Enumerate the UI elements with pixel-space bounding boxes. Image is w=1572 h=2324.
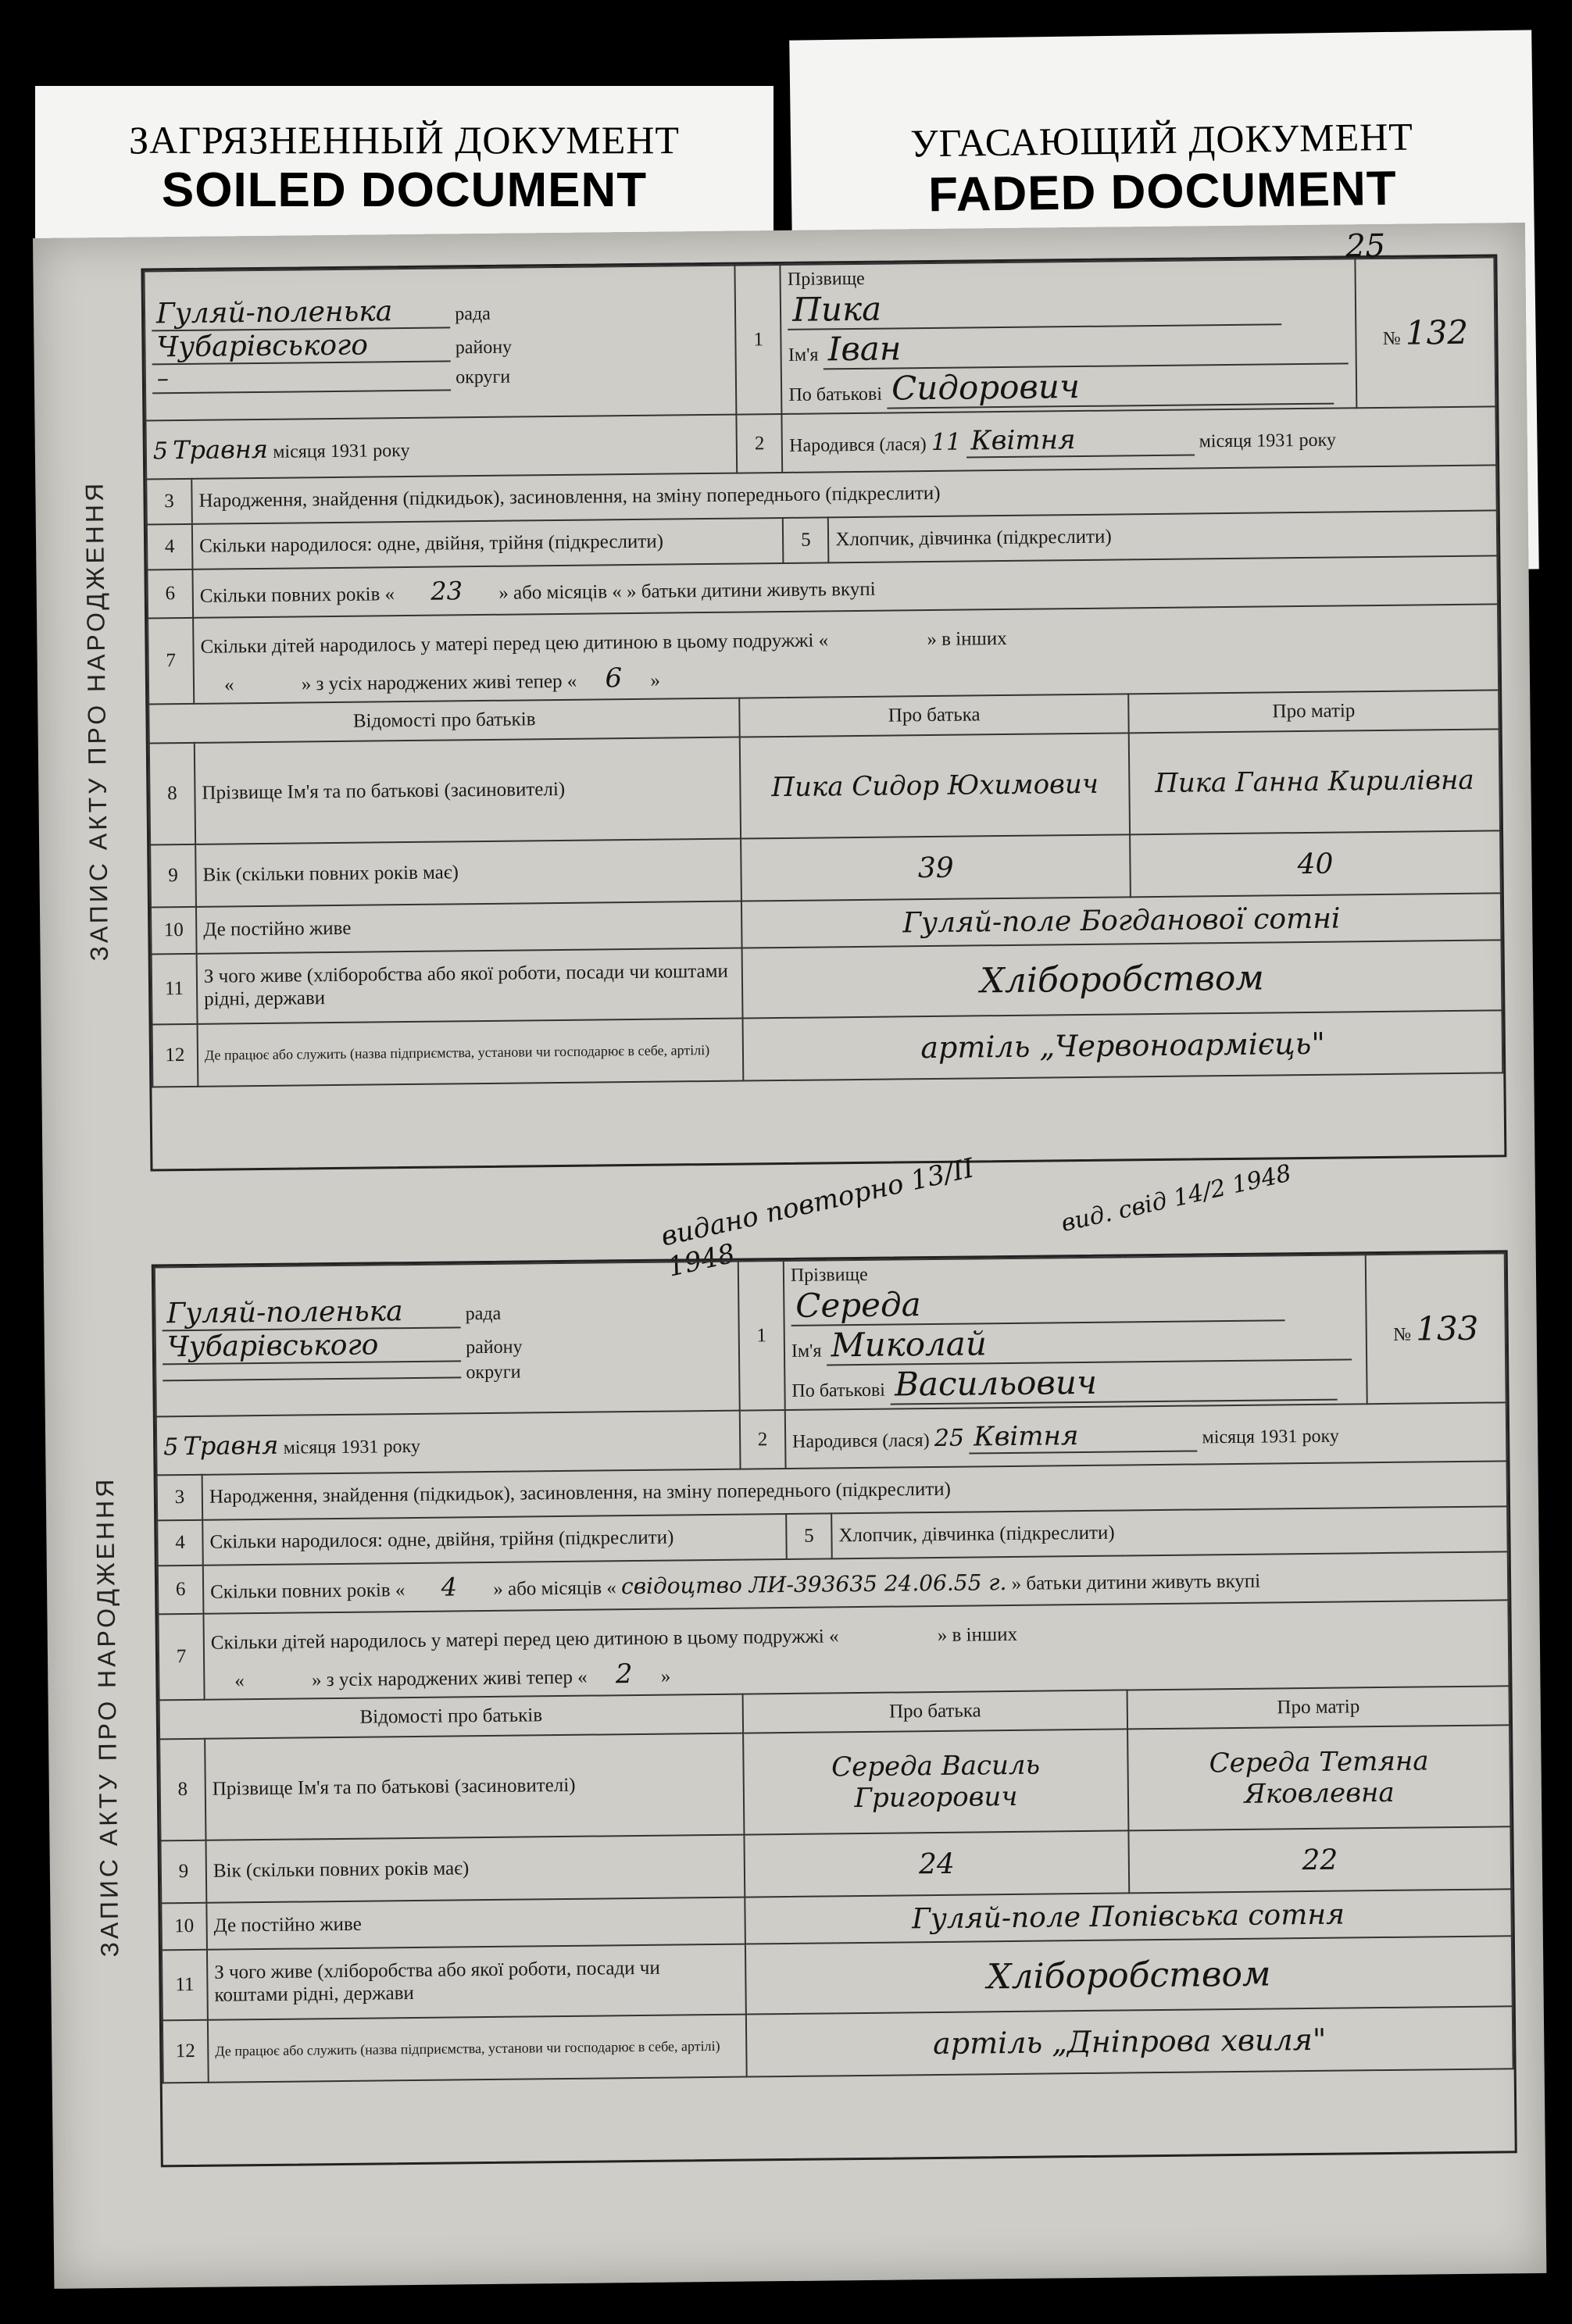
rayon-value: Чубарівського: [163, 1328, 461, 1365]
children-before: [843, 1612, 844, 1650]
birth-day: 25: [934, 1424, 965, 1452]
record-number-cell: № 132: [1355, 257, 1495, 408]
row-number: 6: [147, 569, 193, 619]
mother-header: Про матір: [1128, 690, 1499, 733]
row-number: 11: [162, 1950, 208, 2021]
birth-record-132: [80, 254, 1506, 1171]
handwritten-note-reissue: видано повторно 13/ІІ 1948: [658, 1152, 977, 1283]
row10-label: Де постійно живе: [206, 1897, 745, 1950]
row-number: 9: [150, 844, 196, 908]
parents-header: Відомості про батьків: [148, 698, 740, 744]
rayon-label: району: [466, 1337, 523, 1358]
row-number: 8: [149, 743, 195, 845]
row-number: 7: [158, 1614, 204, 1701]
occupation: Хліборобством: [742, 940, 1502, 1018]
vertical-title: ЗАПИС АКТУ ПРО НАРОДЖЕННЯ: [91, 1476, 124, 1958]
birth-month: Квітня: [966, 423, 1194, 458]
record-form: [143, 256, 1503, 1087]
row7-label-b: » в інших: [937, 1623, 1018, 1646]
occupation: Хліборобством: [745, 1936, 1513, 2014]
patronymic-label: По батькові: [788, 384, 883, 405]
patronymic-label: По батькові: [791, 1380, 886, 1401]
registration-date-cell: [156, 1411, 741, 1476]
row4-text: Скільки народилося: одне, двійня, трійня (підкреслити): [202, 1514, 786, 1565]
surname-label: Прізвище: [787, 268, 865, 290]
born-label: Народився (лася): [789, 434, 927, 456]
years-together: 23: [431, 576, 463, 606]
surname-value: Середа: [791, 1281, 1284, 1326]
okrug-label: округи: [456, 366, 511, 388]
row11-label: З чого живе (хліборобства або якої роботи, посади чи коштами рідні, держави: [197, 948, 743, 1024]
record-number: 132: [1405, 312, 1469, 352]
row-number: 9: [160, 1840, 206, 1904]
registration-date-cell: [145, 415, 737, 480]
year-label: року: [1302, 1426, 1339, 1447]
row-number: 3: [157, 1475, 203, 1521]
reg-day: 5: [152, 437, 169, 465]
row6-label-a: Скільки повних років «: [210, 1580, 406, 1603]
row-number: 6: [158, 1565, 204, 1615]
name-label: Ім'я: [791, 1340, 822, 1362]
corner-pencil-mark: 25: [1345, 227, 1386, 265]
row8-label: Прізвище Ім'я та по батькові (засиновителі): [205, 1733, 744, 1840]
alive-now: 6: [605, 662, 623, 694]
residence: Гуляй-поле Попівська сотня: [745, 1889, 1512, 1944]
record-form: [154, 1252, 1514, 2083]
rayon-value: Чубарівського: [152, 328, 450, 365]
reg-day: 5: [163, 1433, 179, 1461]
row12-label: Де працює або служить (назва підприємства, установи чи господарює в себе, артілі): [208, 2015, 747, 2083]
row-number: 4: [147, 524, 193, 570]
mother-name: Пика Ганна Кирилівна: [1129, 729, 1500, 834]
birth-day: 11: [931, 428, 962, 456]
birth-month: Квітня: [969, 1419, 1197, 1454]
name-value: Іван: [823, 324, 1348, 369]
handwritten-note-certificate: вид. свід 14/2 1948: [1058, 1159, 1294, 1238]
row7-label-c: «: [234, 1670, 245, 1692]
row4-text: Скільки народилося: одне, двійня, трійня (підкреслити): [192, 518, 784, 569]
surname-label: Прізвище: [790, 1264, 868, 1286]
row-number: 2: [740, 1410, 786, 1469]
row6-label-c: » батьки дитини живуть вкупі: [626, 578, 876, 603]
patronymic-value: Сидорович: [887, 365, 1334, 409]
rada-value: Гуляй-поленька: [152, 295, 450, 331]
birth-year: 1931: [1256, 430, 1295, 452]
row7-label-d: » з усіх народжених живі тепер «: [301, 670, 577, 695]
okrug-value: –: [152, 362, 451, 394]
reg-year: 1931: [330, 441, 369, 462]
registry-office-cell: [155, 1262, 740, 1417]
banner-ru-text: ЗАГРЯЗНЕННЫЙ ДОКУМЕНТ: [129, 118, 680, 162]
row5-text: Хлопчик, дівчинка (підкреслити): [831, 1506, 1508, 1558]
row10-label: Де постійно живе: [196, 901, 742, 954]
birth-record-133: [91, 1250, 1517, 2167]
row7-label-b: » в інших: [927, 627, 1007, 651]
child-name-cell: [781, 259, 1357, 414]
children-before: [833, 616, 834, 654]
residence: Гуляй-поле Богданової сотні: [741, 893, 1501, 948]
mother-header: Про матір: [1127, 1686, 1509, 1729]
row6-label-b: » або місяців «: [498, 581, 622, 604]
children-count-cell: [203, 1600, 1509, 1699]
born-label: Народився (лася): [791, 1430, 930, 1452]
month-label: місяця: [1202, 1426, 1256, 1448]
okrug-label: округи: [466, 1362, 521, 1383]
reg-month: Травня: [172, 434, 269, 465]
record-number: 133: [1415, 1308, 1479, 1348]
name-value: Миколай: [826, 1320, 1351, 1365]
okrug-value: [163, 1376, 461, 1381]
month-label: місяця: [273, 441, 326, 462]
row11-label: З чого живе (хліборобства або якої роботи, посади чи коштами рідні, держави: [207, 1944, 746, 2020]
children-count-cell: [193, 604, 1499, 703]
row-number: 12: [152, 1024, 198, 1087]
row7-label-a: Скільки дітей народилось у матері перед цею дитиною в цьому подружжі «: [210, 1626, 839, 1654]
years-together: 4: [441, 1572, 458, 1602]
banner-en-text: FADED DOCUMENT: [927, 161, 1398, 223]
rada-label: рада: [465, 1303, 502, 1324]
year-label: року: [383, 1436, 421, 1457]
row-number: 8: [159, 1739, 205, 1841]
rada-value: Гуляй-поленька: [162, 1294, 460, 1331]
row7-label-c: «: [223, 674, 234, 696]
children-other: [249, 1656, 250, 1694]
father-header: Про батька: [742, 1690, 1127, 1733]
year-label: року: [1299, 430, 1337, 451]
mother-age: 40: [1130, 830, 1501, 897]
surname-value: Пика: [788, 285, 1281, 330]
father-name: Пика Сидор Юхимович: [740, 733, 1130, 838]
row-number: 10: [161, 1903, 207, 1951]
month-label: місяця: [1199, 430, 1252, 452]
workplace: артіль „Дніпрова хвиля": [746, 2006, 1513, 2076]
birth-year: 1931: [1259, 1426, 1298, 1448]
child-name-cell: [784, 1255, 1367, 1410]
row6-label-b: » або місяців «: [493, 1577, 616, 1600]
birth-date-cell: [785, 1402, 1507, 1469]
row7-label-e: »: [650, 669, 661, 691]
row-number: 5: [786, 1513, 832, 1559]
children-other: [238, 660, 239, 698]
row-number: 11: [152, 954, 198, 1025]
row8-label: Прізвище Ім'я та по батькові (засиновителі): [195, 737, 741, 844]
row-number: 12: [163, 2020, 209, 2083]
row-number: 7: [148, 618, 194, 705]
banner-ru-text: УГАСАЮЩИЙ ДОКУМЕНТ: [909, 114, 1414, 166]
workplace: артіль „Червоноармієць": [743, 1010, 1502, 1080]
reg-month: Травня: [183, 1430, 279, 1461]
parents-header: Відомості про батьків: [159, 1694, 743, 1740]
row7-label-e: »: [660, 1665, 671, 1687]
stamp-note: свідоцтво ЛИ-393635 24.06.55 г.: [620, 1569, 1007, 1600]
rayon-label: району: [455, 337, 513, 359]
registry-office-cell: [144, 266, 736, 421]
month-label: місяця: [283, 1437, 337, 1458]
mother-name: Середа Тетяна Яковлевна: [1127, 1725, 1510, 1830]
row5-text: Хлопчик, дівчинка (підкреслити): [828, 510, 1497, 562]
row-number: 2: [737, 414, 783, 473]
row3-text: Народження, знайдення (підкидьок), засиновлення, на зміну попереднього (підкреслити): [191, 465, 1497, 523]
row7-label-d: » з усіх народжених живі тепер «: [311, 1666, 588, 1691]
birth-register-sheet: [33, 223, 1546, 2289]
row9-label: Вік (скільки повних років має): [195, 839, 741, 907]
father-age: 24: [744, 1830, 1129, 1897]
rada-label: рада: [455, 303, 491, 325]
row12-label: Де працює або служить (назва підприємства, установи чи господарює в себе, артілі): [198, 1019, 744, 1087]
patronymic-value: Васильович: [890, 1361, 1338, 1405]
record-number-cell: № 133: [1366, 1253, 1506, 1404]
vertical-title: ЗАПИС АКТУ ПРО НАРОДЖЕННЯ: [80, 480, 114, 962]
birth-date-cell: [782, 406, 1496, 473]
father-name: Середа Василь Григорович: [743, 1729, 1129, 1834]
row6-label-c: » батьки дитини живуть вкупі: [1011, 1570, 1261, 1594]
mother-age: 22: [1129, 1826, 1512, 1893]
row-number: 1: [738, 1261, 785, 1411]
reg-year: 1931: [341, 1436, 379, 1458]
row9-label: Вік (скільки повних років має): [205, 1835, 745, 1903]
row-number: 5: [783, 517, 829, 563]
row-number: 10: [151, 907, 197, 955]
year-label: року: [373, 440, 410, 461]
alive-now: 2: [615, 1658, 633, 1690]
row6-label-a: Скільки повних років «: [199, 584, 395, 607]
row-number: 1: [735, 265, 782, 415]
father-header: Про батька: [740, 694, 1129, 737]
row-number: 3: [146, 479, 192, 525]
name-label: Ім'я: [788, 344, 819, 366]
banner-en-text: SOILED DOCUMENT: [161, 163, 648, 217]
row3-text: Народження, знайдення (підкидьок), засиновлення, на зміну попереднього (підкреслити): [202, 1461, 1508, 1519]
row7-label-a: Скільки дітей народилось у матері перед цею дитиною в цьому подружжі «: [200, 630, 829, 658]
father-age: 39: [741, 834, 1131, 901]
row-number: 4: [157, 1520, 203, 1566]
